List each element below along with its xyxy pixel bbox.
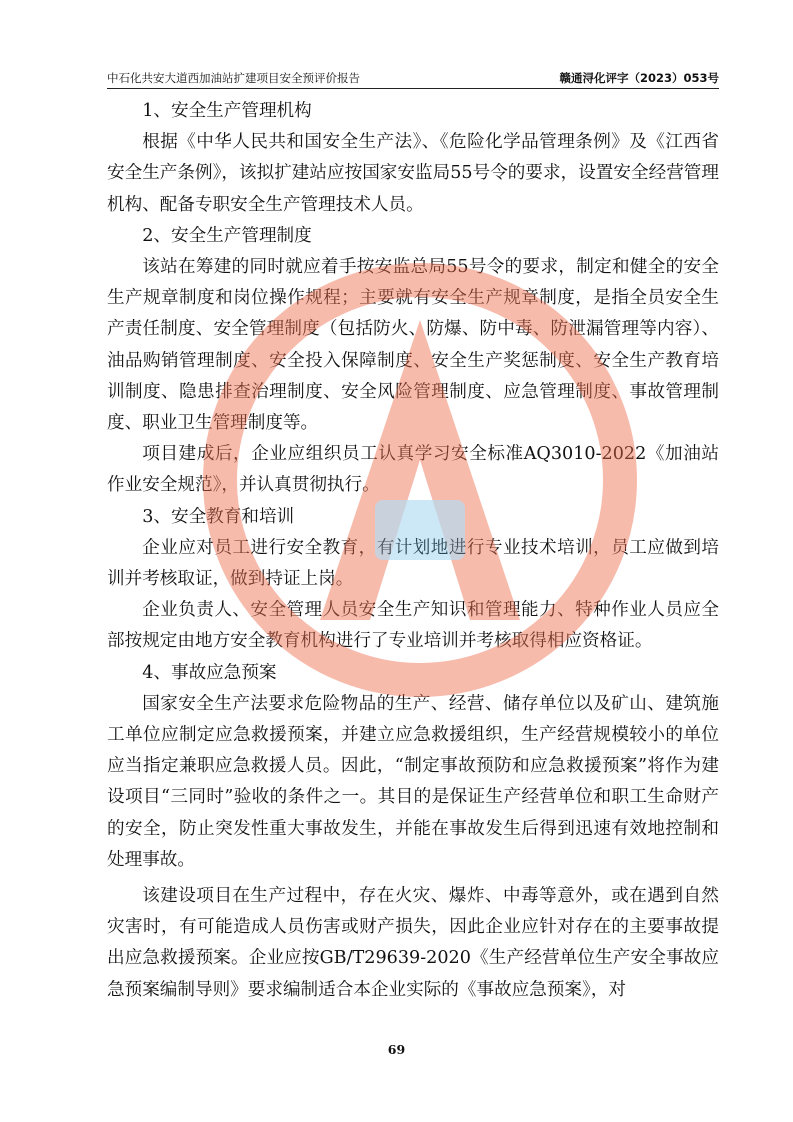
document-body <box>107 96 719 1006</box>
body-paragraph: 企业应对员工进行安全教育，有计划地进行专业技术培训，员工应做到培训并考核取证，做到持证上岗。 <box>107 537 719 590</box>
section-heading-3: 3、安全教育和培训 <box>142 506 295 527</box>
section-heading-4: 4、事故应急预案 <box>142 662 277 683</box>
page-number: 69 <box>387 1042 406 1057</box>
body-paragraph: 国家安全生产法要求危险物品的生产、经营、储存单位以及矿山、建筑施工单位应制定应急救援预案，并建立应急救援组织，生产经营规模较小的单位应当指定兼职应急救援人员。因此，“制定事故预防和应急救援预案”将作为建设项目“三同时”验收的条件之一。其目的是保证生产经营单位和职工生命财产的安全，防止突发性重大事故发生，并能在事故发生后得到迅速有效地控制和处理事故。 <box>107 693 719 870</box>
body-paragraph: 该站在筹建的同时就应着手按安监总局55号令的要求，制定和健全的安全生产规章制度和岗位操作规程；主要就有安全生产规章制度，是指全员安全生产责任制度、安全管理制度（包括防火、防爆、防中毒、防泄漏管理等内容）、油品购销管理制度、安全投入保障制度、安全生产奖惩制度、安全生产教育培训制度、隐患排查治理制度、安全风险管理制度、应急管理制度、事故管理制度、职业卫生管理制度等。 <box>107 257 719 434</box>
page-header <box>107 68 719 89</box>
section-heading-2: 2、安全生产管理制度 <box>142 225 312 246</box>
body-paragraph: 根据《中华人民共和国安全生产法》、《危险化学品管理条例》及《江西省安全生产条例》，该拟扩建站应按国家安监局55号令的要求，设置安全经营管理机构、配备专职安全生产管理技术人员。 <box>107 132 719 215</box>
body-paragraph: 该建设项目在生产过程中，存在火灾、爆炸、中毒等意外，或在遇到自然灾害时，有可能造成人员伤害或财产损失，因此企业应针对存在的主要事故提出应急救援预案。企业应按GB/T29639-2020《生产经营单位生产安全事故应急预案编制导则》要求编制适合本企业实际的《事故应急预案》，对 <box>107 886 719 1000</box>
body-paragraph: 企业负责人、安全管理人员安全生产知识和管理能力、特种作业人员应全部按规定由地方安全教育机构进行了专业培训并考核取得相应资格证。 <box>107 600 719 652</box>
body-paragraph: 项目建成后，企业应组织员工认真学习安全标准AQ3010-2022《加油站作业安全规范》，并认真贯彻执行。 <box>107 444 719 496</box>
section-heading-1: 1、安全生产管理机构 <box>142 101 312 121</box>
header-report-number: 赣通浔化评字（2023）053号 <box>559 71 719 85</box>
header-report-title: 中石化共安大道西加油站扩建项目安全预评价报告 <box>107 71 360 85</box>
